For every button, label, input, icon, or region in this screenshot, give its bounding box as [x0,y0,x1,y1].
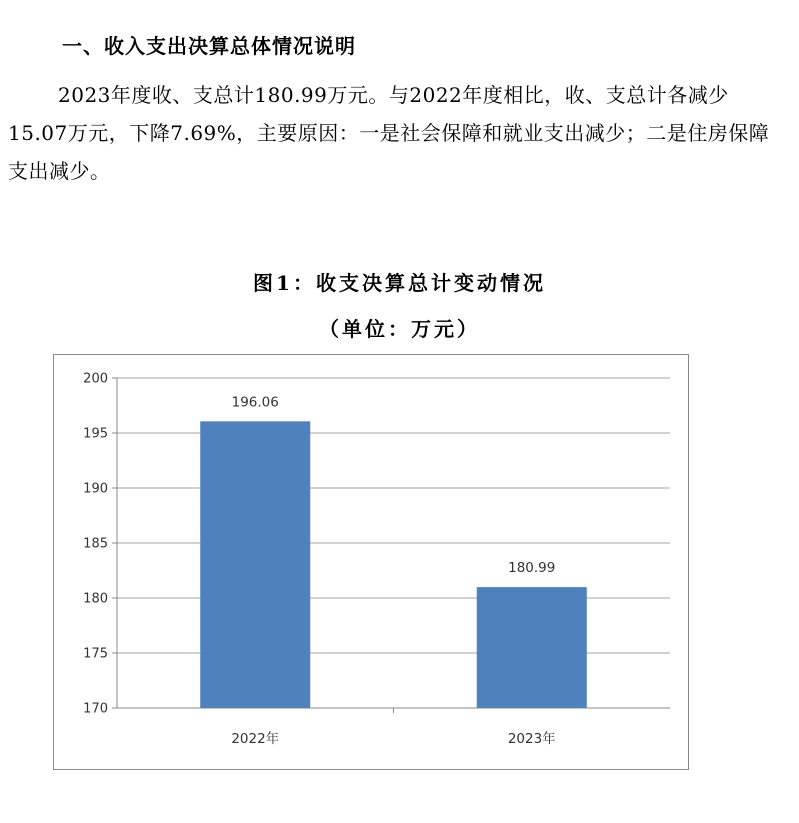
x-tick-label: 2022年 [231,731,280,747]
y-tick-label: 185 [83,536,108,552]
bar [200,421,310,708]
y-tick-label: 180 [83,591,108,607]
section-heading: 一、收入支出决算总体情况说明 [62,34,356,58]
y-tick-label: 195 [83,426,108,442]
chart-subtitle: （单位：万元） [319,317,480,341]
chart-frame [53,354,689,770]
data-label: 196.06 [231,394,279,411]
section-paragraph: 2023年度收、支总计180.99万元。与2022年度相比，收、支总计各减少15.07万元，下降7.69%，主要原因：一是社会保障和就业支出减少；二是住房保障支出减少。 [8,83,770,183]
bar-chart [54,355,690,771]
y-tick-label: 190 [83,481,108,497]
y-tick-label: 170 [83,701,108,717]
y-tick-label: 200 [83,371,108,387]
chart-title: 图1：收支决算总计变动情况 [253,271,546,295]
y-tick-label: 175 [83,646,108,662]
bar [477,587,587,708]
data-label: 180.99 [508,560,556,577]
x-tick-label: 2023年 [507,731,556,747]
